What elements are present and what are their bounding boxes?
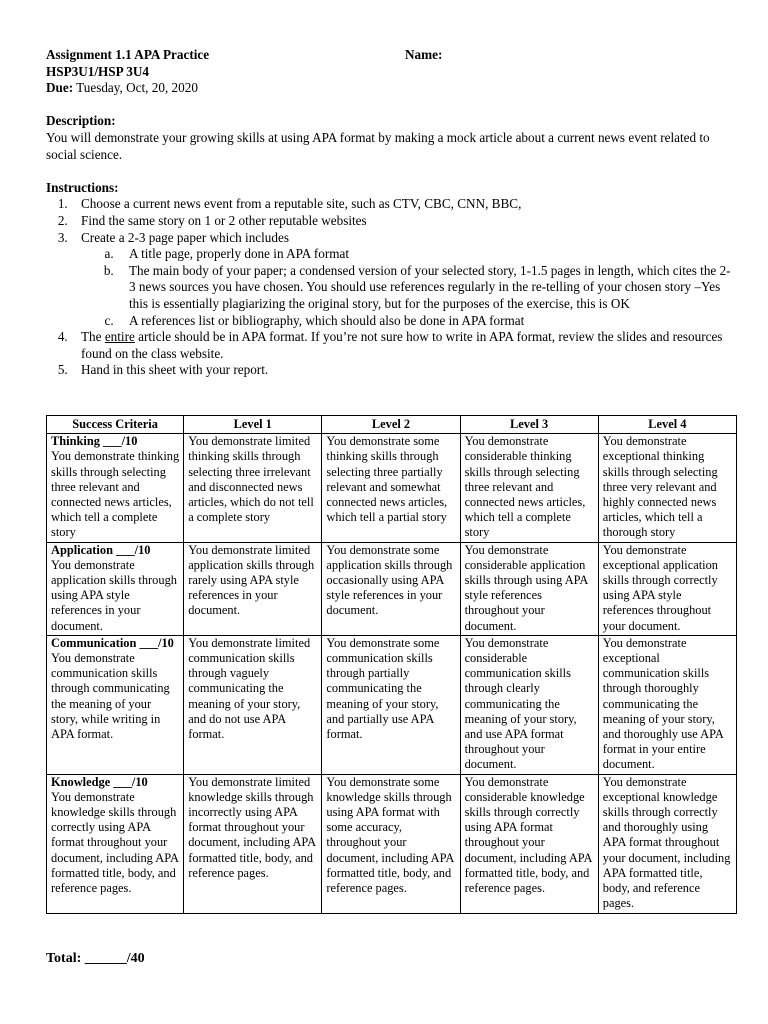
underlined-word: entire <box>104 329 135 345</box>
criterion-description: You demonstrate application skills through using APA style references in your document. <box>51 557 177 633</box>
due-date: Tuesday, Oct, 20, 2020 <box>76 80 198 96</box>
level-cell: You demonstrate exceptional knowledge skills through correctly and thoroughly using APA format throughout your document, including APA formatted title, body, and reference pages. <box>598 774 736 913</box>
instruction-item: 5. Hand in this sheet with your report. <box>71 362 736 379</box>
header-cell: Level 1 <box>184 416 322 434</box>
total-score: Total: ______/40 <box>46 951 145 966</box>
name-label: Name: <box>405 47 443 62</box>
header-cell: Level 2 <box>322 416 460 434</box>
level-cell: You demonstrate considerable communication skills through clearly communicating the meaning of your story, and use APA format throughout your document. <box>460 635 598 774</box>
instruction-item: 2. Find the same story on 1 or 2 other reputable websites <box>71 213 736 230</box>
level-cell: You demonstrate some application skills through occasionally using APA style references in your document. <box>322 542 460 635</box>
instructions-heading: Instructions: <box>46 179 119 195</box>
criterion-title: Knowledge ___/10 <box>51 774 148 789</box>
criterion-description: You demonstrate thinking skills through selecting three relevant and connected news articles, which tell a complete story <box>51 449 180 540</box>
course-code: HSP3U1/HSP 3U4 <box>46 63 149 79</box>
level-cell: You demonstrate considerable knowledge skills through correctly using APA format throughout your document, including APA formatted title, body, and reference pages. <box>460 774 598 913</box>
criterion-description: You demonstrate knowledge skills through correctly using APA format throughout your document, including APA formatted title, body, and reference pages. <box>51 789 179 896</box>
header-cell: Success Criteria <box>47 416 184 434</box>
level-cell: You demonstrate some knowledge skills through using APA format with some accuracy, throughout your document, including APA formatted title, body, and reference pages. <box>322 774 460 913</box>
level-cell: You demonstrate some communication skills through partially communicating the meaning of your story, and partially use APA format. <box>322 635 460 774</box>
rubric-row <box>47 635 737 774</box>
level-cell: You demonstrate limited communication skills through vaguely communicating the meaning of your story, and do not use APA format. <box>184 635 322 774</box>
instructions-list <box>46 196 736 379</box>
rubric-row <box>47 774 737 913</box>
description-heading: Description: <box>46 113 116 129</box>
level-cell: You demonstrate considerable thinking skills through selecting three relevant and connected news articles, which tell a complete story <box>460 434 598 542</box>
criteria-cell <box>47 635 184 774</box>
rubric-table <box>46 415 737 914</box>
instruction-subitem: b. The main body of your paper; a condensed version of your selected story, 1-1.5 pages in length, which cites the 2-3 news sources you have chosen. You should use references regularly in the re-telling of your chosen story –Yes this is essentially plagiarizing the original story, but for the purposes of the exercise, this is OK <box>117 263 736 313</box>
instruction-item: 1. Choose a current news event from a reputable site, such as CTV, CBC, CNN, BBC, <box>71 196 736 213</box>
rubric-row <box>47 542 737 635</box>
criterion-title: Communication ___/10 <box>51 635 174 650</box>
header-cell: Level 4 <box>598 416 736 434</box>
header-cell: Level 3 <box>460 416 598 434</box>
rubric-row <box>47 434 737 542</box>
level-cell: You demonstrate considerable application skills through using APA style references throughout your document. <box>460 542 598 635</box>
instruction-item-text: The <box>81 329 105 345</box>
criteria-cell <box>47 542 184 635</box>
instruction-item <box>71 329 736 362</box>
instruction-subitem: a. A title page, properly done in APA format <box>117 246 736 263</box>
assignment-title: Assignment 1.1 APA Practice <box>46 47 210 62</box>
due-label: Due: <box>46 80 74 96</box>
level-cell: You demonstrate some thinking skills through selecting three partially relevant and somewhat connected news articles, which tell a partial story <box>322 434 460 542</box>
criterion-description: You demonstrate communication skills through communicating the meaning of your story, while writing in APA format. <box>51 651 170 742</box>
instruction-subitem: c. A references list or bibliography, which should also be done in APA format <box>117 313 736 330</box>
instruction-sublist <box>81 246 736 329</box>
criteria-cell <box>47 774 184 913</box>
criterion-title: Application ___/10 <box>51 542 151 557</box>
level-cell: You demonstrate limited thinking skills through selecting three irrelevant and disconnected news articles, which do not tell a complete story <box>184 434 322 542</box>
instruction-item-text: article should be in APA format. If you’re not sure how to write in APA format, review the slides and resources found on the class website. <box>81 329 723 361</box>
assignment-sheet <box>46 47 736 379</box>
level-cell: You demonstrate exceptional communication skills through thoroughly communicating the meaning of your story, and thoroughly use APA format in your entire document. <box>598 635 736 774</box>
criterion-title: Thinking ___/10 <box>51 434 138 449</box>
rubric-header-row <box>47 416 737 434</box>
due-line <box>46 80 736 97</box>
level-cell: You demonstrate exceptional thinking skills through selecting three very relevant and highly connected news articles, which tell a thorough story <box>598 434 736 542</box>
criteria-cell <box>47 434 184 542</box>
level-cell: You demonstrate limited knowledge skills through incorrectly using APA format throughout your document, including APA formatted title, body, and reference pages. <box>184 774 322 913</box>
instruction-item <box>71 230 736 330</box>
instruction-item-text: Create a 2-3 page paper which includes <box>81 229 289 245</box>
level-cell: You demonstrate limited application skills through rarely using APA style references in your document. <box>184 542 322 635</box>
level-cell: You demonstrate exceptional application skills through correctly using APA style references throughout your document. <box>598 542 736 635</box>
description-text: You will demonstrate your growing skills at using APA format by making a mock article about a current news event related to social science. <box>46 129 710 162</box>
